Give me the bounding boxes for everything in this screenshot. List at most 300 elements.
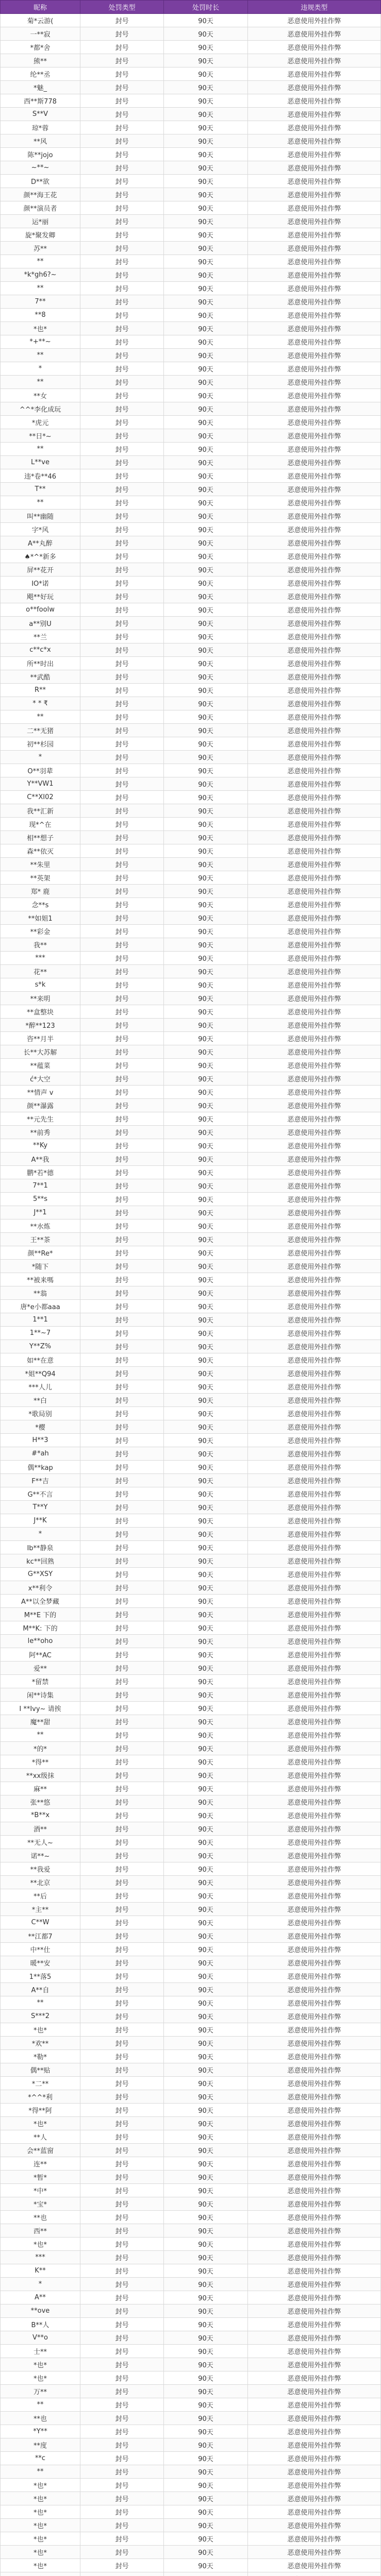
punishment-type-cell: 封号 bbox=[80, 309, 163, 322]
punishment-type-cell: 封号 bbox=[80, 1153, 163, 1166]
violation-type-cell: 恶意使用外挂作弊 bbox=[247, 2492, 380, 2505]
table-row bbox=[1, 2532, 381, 2546]
nickname-cell: *暂* bbox=[1, 2171, 80, 2184]
table-row bbox=[1, 1528, 381, 1541]
nickname-cell: 张**悠 bbox=[1, 1795, 80, 1809]
duration-cell: 90天 bbox=[164, 978, 247, 992]
nickname-cell: A**我 bbox=[1, 1153, 80, 1166]
duration-cell: 90天 bbox=[164, 710, 247, 724]
table-row bbox=[1, 724, 381, 737]
duration-cell: 90天 bbox=[164, 1420, 247, 1434]
violation-type-cell: 恶意使用外挂作弊 bbox=[247, 1407, 380, 1420]
duration-cell: 90天 bbox=[164, 1072, 247, 1086]
nickname-cell: C**W bbox=[1, 1916, 80, 1929]
duration-cell: 90天 bbox=[164, 2023, 247, 2037]
violation-type-cell: 恶意使用外挂作弊 bbox=[247, 2184, 380, 2197]
nickname-cell: 如**在意 bbox=[1, 1353, 80, 1367]
table-row bbox=[1, 1662, 381, 1675]
duration-cell: 90天 bbox=[164, 510, 247, 523]
punishment-type-cell: 封号 bbox=[80, 724, 163, 737]
nickname-cell: ** bbox=[1, 710, 80, 724]
table-row bbox=[1, 2063, 381, 2077]
table-row bbox=[1, 255, 381, 268]
nickname-cell: 字*风 bbox=[1, 523, 80, 536]
duration-cell: 90天 bbox=[164, 657, 247, 670]
duration-cell: 90天 bbox=[164, 1099, 247, 1112]
punishment-type-cell: 封号 bbox=[80, 1635, 163, 1648]
violation-type-cell: 恶意使用外挂作弊 bbox=[247, 402, 380, 416]
nickname-cell: *也* bbox=[1, 322, 80, 335]
duration-cell: 90天 bbox=[164, 1849, 247, 1862]
nickname-cell: 熊** bbox=[1, 54, 80, 67]
duration-cell: 90天 bbox=[164, 1983, 247, 1996]
duration-cell: 90天 bbox=[164, 496, 247, 510]
nickname-cell: a**别U bbox=[1, 617, 80, 630]
table-row bbox=[1, 2492, 381, 2505]
table-row bbox=[1, 1715, 381, 1728]
nickname-cell: **Ky bbox=[1, 1139, 80, 1153]
nickname-cell: *+**~ bbox=[1, 335, 80, 349]
punishment-type-cell: 封号 bbox=[80, 1983, 163, 1996]
nickname-cell: 麻** bbox=[1, 1782, 80, 1795]
violation-type-cell: 恶意使用外挂作弊 bbox=[247, 2197, 380, 2211]
duration-cell: 90天 bbox=[164, 322, 247, 335]
punishment-type-cell: 封号 bbox=[80, 2010, 163, 2023]
duration-cell: 90天 bbox=[164, 2184, 247, 2197]
nickname-cell: 阿**AC bbox=[1, 1648, 80, 1662]
punishment-type-cell: 封号 bbox=[80, 1795, 163, 1809]
duration-cell: 90天 bbox=[164, 201, 247, 215]
duration-cell: 90天 bbox=[164, 1662, 247, 1675]
table-row bbox=[1, 2251, 381, 2264]
duration-cell: 90天 bbox=[164, 2358, 247, 2371]
table-row bbox=[1, 1434, 381, 1447]
nickname-cell: *Y** bbox=[1, 2425, 80, 2438]
nickname-cell: 王**茶 bbox=[1, 1233, 80, 1246]
nickname-cell: **风 bbox=[1, 134, 80, 148]
punishment-type-cell: 封号 bbox=[80, 536, 163, 550]
violation-type-cell: 恶意使用外挂作弊 bbox=[247, 1782, 380, 1795]
duration-cell: 90天 bbox=[164, 1742, 247, 1755]
violation-type-cell: 恶意使用外挂作弊 bbox=[247, 456, 380, 469]
violation-type-cell: 恶意使用外挂作弊 bbox=[247, 992, 380, 1005]
duration-cell: 90天 bbox=[164, 2104, 247, 2117]
table-row bbox=[1, 684, 381, 697]
duration-cell: 90天 bbox=[164, 1970, 247, 1983]
punishment-type-cell: 封号 bbox=[80, 1005, 163, 1019]
table-row bbox=[1, 1407, 381, 1420]
violation-type-cell: 恶意使用外挂作弊 bbox=[247, 2505, 380, 2519]
nickname-cell: L**ve bbox=[1, 456, 80, 469]
table-row bbox=[1, 858, 381, 871]
duration-cell: 90天 bbox=[164, 751, 247, 764]
violation-type-cell: 恶意使用外挂作弊 bbox=[247, 1286, 380, 1300]
table-row bbox=[1, 1675, 381, 1688]
punishment-type-cell: 封号 bbox=[80, 14, 163, 27]
violation-type-cell: 恶意使用外挂作弊 bbox=[247, 1327, 380, 1340]
duration-cell: 90天 bbox=[164, 925, 247, 938]
violation-type-cell: 恶意使用外挂作弊 bbox=[247, 1983, 380, 1996]
duration-cell: 90天 bbox=[164, 1782, 247, 1795]
violation-type-cell: 恶意使用外挂作弊 bbox=[247, 577, 380, 590]
duration-cell: 90天 bbox=[164, 121, 247, 134]
nickname-cell: 爱** bbox=[1, 1662, 80, 1675]
table-row bbox=[1, 590, 381, 603]
duration-cell: 90天 bbox=[164, 737, 247, 751]
duration-cell: 90天 bbox=[164, 2063, 247, 2077]
violation-type-cell: 恶意使用外挂作弊 bbox=[247, 2211, 380, 2224]
duration-cell: 90天 bbox=[164, 1795, 247, 1809]
nickname-cell: J**1 bbox=[1, 1206, 80, 1219]
table-row bbox=[1, 1005, 381, 1019]
nickname-cell: 闲**诗集 bbox=[1, 1688, 80, 1702]
nickname-cell: S**V bbox=[1, 108, 80, 121]
violation-type-cell: 恶意使用外挂作弊 bbox=[247, 2425, 380, 2438]
nickname-cell: **也 bbox=[1, 2211, 80, 2224]
nickname-cell: *也* bbox=[1, 2492, 80, 2505]
duration-cell: 90天 bbox=[164, 2425, 247, 2438]
duration-cell: 90天 bbox=[164, 1755, 247, 1769]
punishment-type-cell: 封号 bbox=[80, 1219, 163, 1233]
table-row bbox=[1, 2157, 381, 2171]
punishment-type-cell: 封号 bbox=[80, 322, 163, 335]
punishment-type-cell: 封号 bbox=[80, 1407, 163, 1420]
punishment-type-cell: 封号 bbox=[80, 2291, 163, 2304]
table-row bbox=[1, 2197, 381, 2211]
duration-cell: 90天 bbox=[164, 362, 247, 376]
violation-type-cell: 恶意使用外挂作弊 bbox=[247, 1554, 380, 1568]
punishment-type-cell: 封号 bbox=[80, 617, 163, 630]
nickname-cell: * bbox=[1, 751, 80, 764]
punishment-type-cell: 封号 bbox=[80, 523, 163, 536]
duration-cell: 90天 bbox=[164, 2385, 247, 2398]
duration-cell: 90天 bbox=[164, 27, 247, 41]
punishment-type-cell: 封号 bbox=[80, 2104, 163, 2117]
violation-type-cell: 恶意使用外挂作弊 bbox=[247, 483, 380, 496]
table-row bbox=[1, 443, 381, 456]
duration-cell: 90天 bbox=[164, 2157, 247, 2171]
punishment-type-cell: 封号 bbox=[80, 1327, 163, 1340]
nickname-cell: 叫**幽随 bbox=[1, 510, 80, 523]
duration-cell: 90天 bbox=[164, 2519, 247, 2532]
table-row bbox=[1, 1983, 381, 1996]
table-row bbox=[1, 121, 381, 134]
nickname-cell: **江都7 bbox=[1, 1929, 80, 1943]
violation-type-cell: 恶意使用外挂作弊 bbox=[247, 496, 380, 510]
violation-type-cell: 恶意使用外挂作弊 bbox=[247, 2050, 380, 2063]
punishment-type-cell: 封号 bbox=[80, 2304, 163, 2318]
nickname-cell: *** bbox=[1, 2251, 80, 2264]
table-row bbox=[1, 1179, 381, 1193]
violation-type-cell: 恶意使用外挂作弊 bbox=[247, 2023, 380, 2037]
punishment-type-cell: 封号 bbox=[80, 2157, 163, 2171]
nickname-cell: **c bbox=[1, 2452, 80, 2465]
table-row bbox=[1, 1019, 381, 1032]
punishment-type-cell: 封号 bbox=[80, 1300, 163, 1313]
violation-type-cell: 恶意使用外挂作弊 bbox=[247, 376, 380, 389]
violation-type-cell: 恶意使用外挂作弊 bbox=[247, 2251, 380, 2264]
table-row bbox=[1, 335, 381, 349]
duration-cell: 90天 bbox=[164, 1367, 247, 1380]
nickname-cell: T** bbox=[1, 483, 80, 496]
duration-cell: 90天 bbox=[164, 402, 247, 416]
punishment-type-cell: 封号 bbox=[80, 1554, 163, 1568]
violation-type-cell: 恶意使用外挂作弊 bbox=[247, 1461, 380, 1474]
nickname-cell: Y**VW1 bbox=[1, 777, 80, 791]
punishment-type-cell: 封号 bbox=[80, 1836, 163, 1849]
duration-cell: 90天 bbox=[164, 1273, 247, 1286]
table-row bbox=[1, 603, 381, 617]
duration-cell: 90天 bbox=[164, 416, 247, 429]
table-row bbox=[1, 402, 381, 416]
punishment-type-cell: 封号 bbox=[80, 2184, 163, 2197]
violation-type-cell: 恶意使用外挂作弊 bbox=[247, 1112, 380, 1126]
punishment-type-cell: 封号 bbox=[80, 898, 163, 911]
punishment-type-cell: 封号 bbox=[80, 1273, 163, 1286]
duration-cell: 90天 bbox=[164, 2479, 247, 2492]
table-row bbox=[1, 2104, 381, 2117]
table-row bbox=[1, 1755, 381, 1769]
nickname-cell: A** bbox=[1, 2291, 80, 2304]
nickname-cell: **蕴菜 bbox=[1, 1059, 80, 1072]
table-row bbox=[1, 1286, 381, 1300]
violation-type-cell: 恶意使用外挂作弊 bbox=[247, 322, 380, 335]
punishment-type-cell: 封号 bbox=[80, 456, 163, 469]
violation-type-cell: 恶意使用外挂作弊 bbox=[247, 1353, 380, 1367]
violation-type-cell: 恶意使用外挂作弊 bbox=[247, 550, 380, 563]
duration-cell: 90天 bbox=[164, 1179, 247, 1193]
violation-type-cell: 恶意使用外挂作弊 bbox=[247, 309, 380, 322]
table-row bbox=[1, 2398, 381, 2412]
nickname-cell: C**XI02 bbox=[1, 791, 80, 804]
nickname-cell: *B**x bbox=[1, 1809, 80, 1822]
nickname-cell: **xx级抹 bbox=[1, 1769, 80, 1782]
violation-type-cell: 恶意使用外挂作弊 bbox=[247, 2090, 380, 2104]
table-row bbox=[1, 2184, 381, 2197]
table-row bbox=[1, 550, 381, 563]
punishment-type-cell: 封号 bbox=[80, 2412, 163, 2425]
punishment-type-cell: 封号 bbox=[80, 1862, 163, 1876]
nickname-cell: I **Ivy~ 请挨 bbox=[1, 1702, 80, 1715]
nickname-cell: 颜**瀑露 bbox=[1, 1099, 80, 1112]
table-row bbox=[1, 844, 381, 858]
violation-type-cell: 恶意使用外挂作弊 bbox=[247, 27, 380, 41]
violation-type-cell: 恶意使用外挂作弊 bbox=[247, 1889, 380, 1903]
table-row bbox=[1, 2465, 381, 2479]
table-row bbox=[1, 134, 381, 148]
violation-type-cell: 恶意使用外挂作弊 bbox=[247, 804, 380, 818]
table-row bbox=[1, 2037, 381, 2050]
violation-type-cell: 恶意使用外挂作弊 bbox=[247, 268, 380, 282]
table-row bbox=[1, 429, 381, 443]
nickname-cell: *也* bbox=[1, 2371, 80, 2385]
punishment-type-cell: 封号 bbox=[80, 1996, 163, 2010]
duration-cell: 90天 bbox=[164, 1568, 247, 1581]
punishment-type-cell: 封号 bbox=[80, 1514, 163, 1528]
violation-type-cell: 恶意使用外挂作弊 bbox=[247, 1206, 380, 1219]
duration-cell: 90天 bbox=[164, 1648, 247, 1662]
table-row bbox=[1, 643, 381, 657]
duration-cell: 90天 bbox=[164, 443, 247, 456]
violation-type-cell: 恶意使用外挂作弊 bbox=[247, 1849, 380, 1862]
punishment-type-cell: 封号 bbox=[80, 1956, 163, 1970]
nickname-cell: 旋*聚发卿 bbox=[1, 228, 80, 242]
punishment-type-cell: 封号 bbox=[80, 27, 163, 41]
punishment-type-cell: 封号 bbox=[80, 1206, 163, 1219]
punishment-type-cell: 封号 bbox=[80, 1755, 163, 1769]
nickname-cell: 郑* 鹿 bbox=[1, 885, 80, 898]
punishment-type-cell: 封号 bbox=[80, 54, 163, 67]
table-row bbox=[1, 2546, 381, 2559]
table-row bbox=[1, 911, 381, 925]
table-row bbox=[1, 1045, 381, 1059]
nickname-cell: *也* bbox=[1, 2238, 80, 2251]
violation-type-cell: 恶意使用外挂作弊 bbox=[247, 335, 380, 349]
table-row bbox=[1, 2345, 381, 2358]
punishment-type-cell: 封号 bbox=[80, 1099, 163, 1112]
violation-type-cell: 恶意使用外挂作弊 bbox=[247, 1086, 380, 1099]
table-row bbox=[1, 630, 381, 643]
duration-cell: 90天 bbox=[164, 1916, 247, 1929]
punishment-type-cell: 封号 bbox=[80, 2077, 163, 2090]
punishment-type-cell: 封号 bbox=[80, 1715, 163, 1728]
nickname-cell: *虎元 bbox=[1, 416, 80, 429]
violation-type-cell: 恶意使用外挂作弊 bbox=[247, 1300, 380, 1313]
punishment-type-cell: 封号 bbox=[80, 1688, 163, 1702]
table-row bbox=[1, 496, 381, 510]
violation-type-cell: 恶意使用外挂作弊 bbox=[247, 1635, 380, 1648]
nickname-cell: kc**回熟 bbox=[1, 1554, 80, 1568]
table-row bbox=[1, 965, 381, 978]
violation-type-cell: 恶意使用外挂作弊 bbox=[247, 1447, 380, 1461]
violation-type-cell: 恶意使用外挂作弊 bbox=[247, 764, 380, 777]
duration-cell: 90天 bbox=[164, 2197, 247, 2211]
duration-cell: 90天 bbox=[164, 282, 247, 295]
table-row bbox=[1, 1648, 381, 1662]
punishment-type-cell: 封号 bbox=[80, 402, 163, 416]
duration-cell: 90天 bbox=[164, 844, 247, 858]
punishment-type-cell: 封号 bbox=[80, 1380, 163, 1394]
punishment-type-cell: 封号 bbox=[80, 1501, 163, 1514]
nickname-cell: **情声 v bbox=[1, 1086, 80, 1099]
table-row bbox=[1, 1300, 381, 1313]
punishment-type-cell: 封号 bbox=[80, 1675, 163, 1688]
table-row bbox=[1, 41, 381, 54]
table-row bbox=[1, 1889, 381, 1903]
violation-type-cell: 恶意使用外挂作弊 bbox=[247, 161, 380, 175]
punishment-type-cell: 封号 bbox=[80, 710, 163, 724]
violation-type-cell: 恶意使用外挂作弊 bbox=[247, 1514, 380, 1528]
violation-type-cell: 恶意使用外挂作弊 bbox=[247, 121, 380, 134]
nickname-cell: **无人~ bbox=[1, 1836, 80, 1849]
table-row bbox=[1, 1420, 381, 1434]
nickname-cell: **也 bbox=[1, 2412, 80, 2425]
duration-cell bbox=[164, 2572, 247, 2576]
punishment-type-cell: 封号 bbox=[80, 429, 163, 443]
duration-cell: 90天 bbox=[164, 617, 247, 630]
violation-type-cell: 恶意使用外挂作弊 bbox=[247, 670, 380, 684]
table-row bbox=[1, 510, 381, 523]
table-row bbox=[1, 1742, 381, 1755]
duration-cell: 90天 bbox=[164, 429, 247, 443]
violation-type-cell: 恶意使用外挂作弊 bbox=[247, 590, 380, 603]
nickname-cell: ^^*李化成玩 bbox=[1, 402, 80, 416]
nickname-cell: **翁 bbox=[1, 1286, 80, 1300]
violation-type-cell: 恶意使用外挂作弊 bbox=[247, 1836, 380, 1849]
nickname-cell: 万** bbox=[1, 2385, 80, 2398]
header-punishment-type: 处罚类型 bbox=[80, 1, 163, 14]
punishment-type-cell: 封号 bbox=[80, 1112, 163, 1126]
table-row bbox=[1, 1903, 381, 1916]
duration-cell: 90天 bbox=[164, 1246, 247, 1260]
punishment-type-cell: 封号 bbox=[80, 1621, 163, 1635]
table-row bbox=[1, 2304, 381, 2318]
violation-type-cell: 恶意使用外挂作弊 bbox=[247, 2371, 380, 2385]
nickname-cell: **来明 bbox=[1, 992, 80, 1005]
punishment-type-cell: 封号 bbox=[80, 1581, 163, 1595]
punishment-type-cell: 封号 bbox=[80, 2559, 163, 2572]
violation-type-cell: 恶意使用外挂作弊 bbox=[247, 134, 380, 148]
duration-cell: 90天 bbox=[164, 1608, 247, 1621]
nickname-cell: *樱 bbox=[1, 1420, 80, 1434]
violation-type-cell: 恶意使用外挂作弊 bbox=[247, 1970, 380, 1983]
nickname-cell: 运*丽 bbox=[1, 215, 80, 228]
duration-cell: 90天 bbox=[164, 2371, 247, 2385]
duration-cell: 90天 bbox=[164, 1862, 247, 1876]
nickname-cell: 1**~7 bbox=[1, 1327, 80, 1340]
table-row bbox=[1, 2559, 381, 2572]
violation-type-cell: 恶意使用外挂作弊 bbox=[247, 1795, 380, 1809]
duration-cell: 90天 bbox=[164, 1394, 247, 1407]
violation-type-cell: 恶意使用外挂作弊 bbox=[247, 1139, 380, 1153]
duration-cell: 90天 bbox=[164, 389, 247, 402]
table-row bbox=[1, 108, 381, 121]
nickname-cell: 魔**甜 bbox=[1, 1715, 80, 1728]
punishment-type-cell: 封号 bbox=[80, 188, 163, 201]
table-row bbox=[1, 1849, 381, 1862]
violation-type-cell: 恶意使用外挂作弊 bbox=[247, 563, 380, 577]
punishment-type-cell: 封号 bbox=[80, 1903, 163, 1916]
violation-type-cell: 恶意使用外挂作弊 bbox=[247, 911, 380, 925]
table-row bbox=[1, 1072, 381, 1086]
violation-type-cell: 恶意使用外挂作弊 bbox=[247, 2358, 380, 2371]
punishment-type-cell: 封号 bbox=[80, 1086, 163, 1099]
violation-type-cell: 恶意使用外挂作弊 bbox=[247, 1996, 380, 2010]
duration-cell: 90天 bbox=[164, 938, 247, 952]
nickname-cell: 会**蓝窗 bbox=[1, 2144, 80, 2157]
nickname-cell: D**欲 bbox=[1, 175, 80, 188]
punishment-type-cell: 封号 bbox=[80, 376, 163, 389]
duration-cell: 90天 bbox=[164, 1675, 247, 1688]
duration-cell: 90天 bbox=[164, 1688, 247, 1702]
punishment-type-cell: 封号 bbox=[80, 2211, 163, 2224]
punishment-type-cell: 封号 bbox=[80, 1179, 163, 1193]
table-row bbox=[1, 670, 381, 684]
punishment-type-cell: 封号 bbox=[80, 443, 163, 456]
violation-type-cell: 恶意使用外挂作弊 bbox=[247, 885, 380, 898]
duration-cell: 90天 bbox=[164, 992, 247, 1005]
nickname-cell: **后 bbox=[1, 1889, 80, 1903]
violation-type-cell: 恶意使用外挂作弊 bbox=[247, 1153, 380, 1166]
punishment-type-cell: 封号 bbox=[80, 148, 163, 161]
punishment-type-cell: 封号 bbox=[80, 670, 163, 684]
table-row bbox=[1, 617, 381, 630]
violation-type-cell: 恶意使用外挂作弊 bbox=[247, 510, 380, 523]
violation-type-cell: 恶意使用外挂作弊 bbox=[247, 1715, 380, 1728]
punishment-type-cell: 封号 bbox=[80, 2425, 163, 2438]
nickname-cell: ** bbox=[1, 376, 80, 389]
table-row bbox=[1, 1327, 381, 1340]
